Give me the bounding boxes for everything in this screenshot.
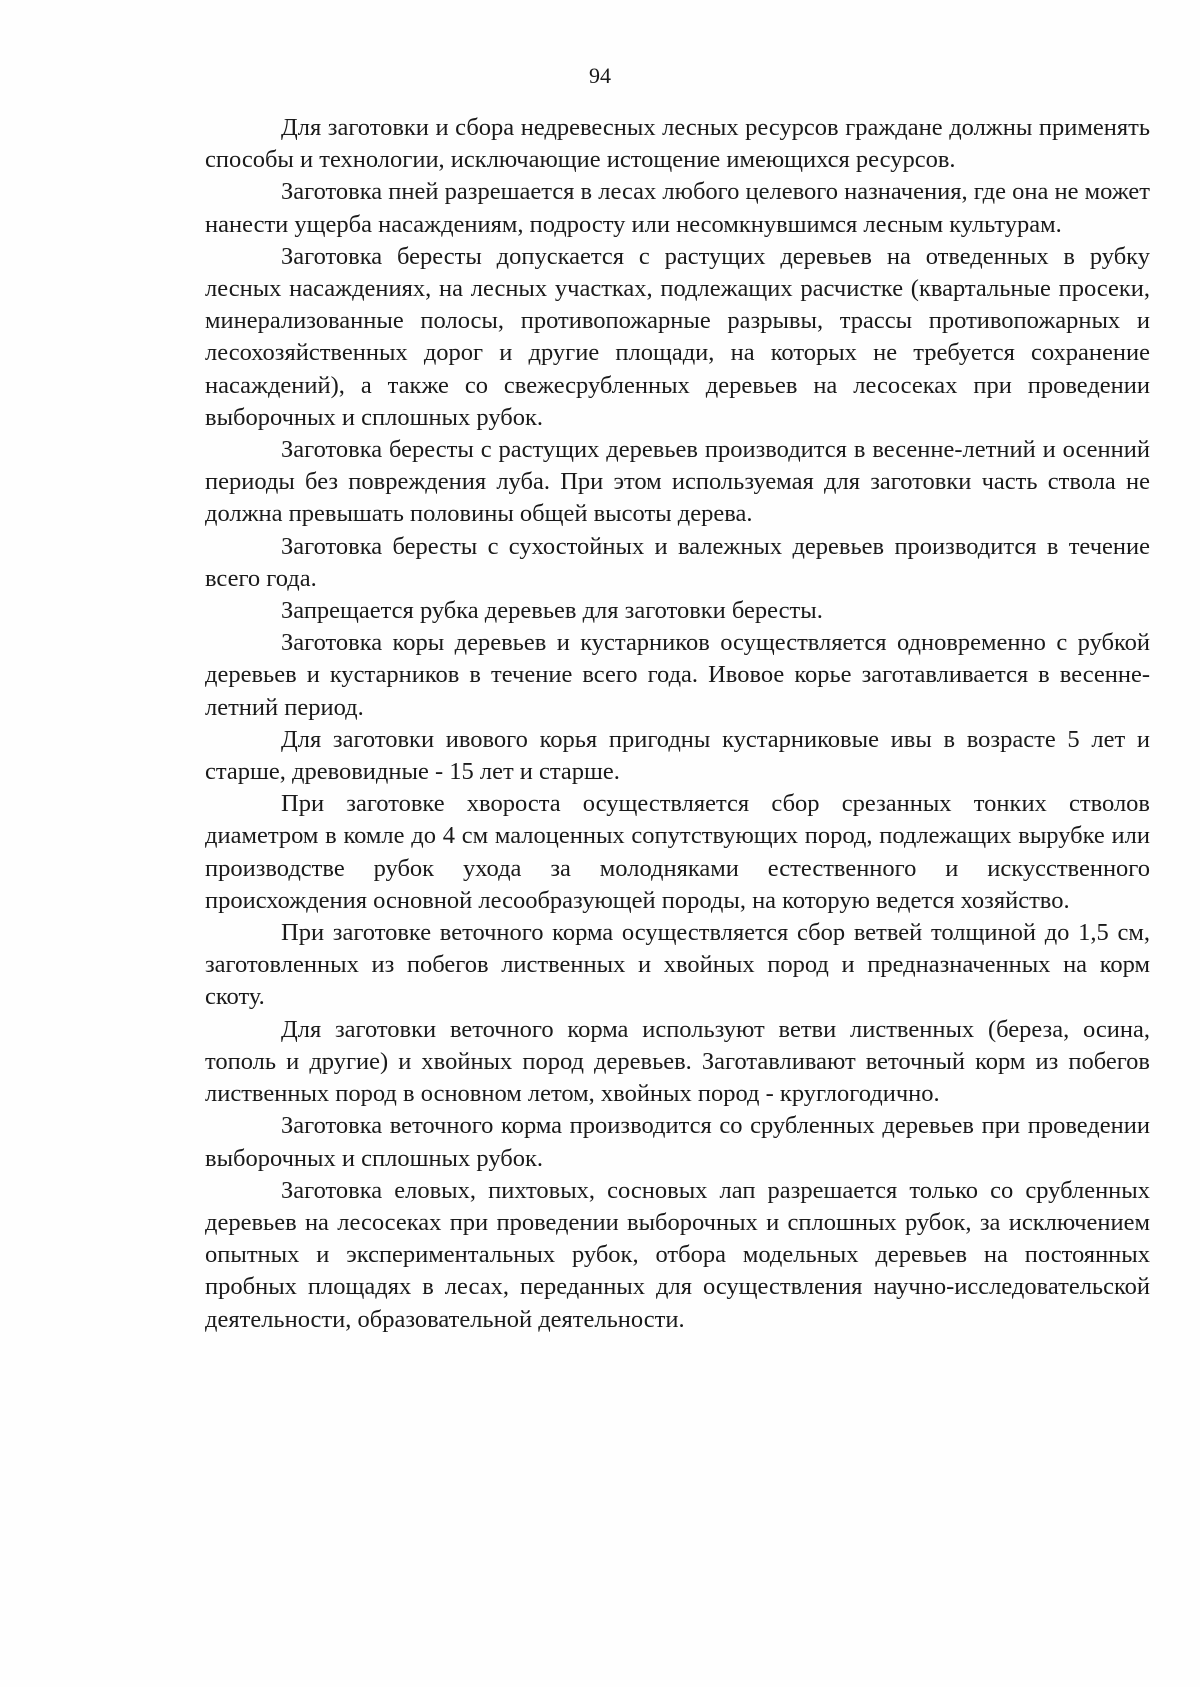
page-number: 94 [589, 63, 611, 88]
paragraph-10: При заготовке веточного корма осуществляется сбор ветвей толщиной до 1,5 см, заготовленных из побегов лиственных и хвойных пород и предназначенных на корм скоту. [205, 919, 1150, 1011]
paragraph-5: Заготовка бересты с сухостойных и валежных деревьев производится в течение всего года. [205, 532, 1150, 592]
paragraph-6: Запрещается рубка деревьев для заготовки бересты. [281, 597, 823, 625]
paragraph-4: Заготовка бересты с растущих деревьев производится в весенне-летний и осенний периоды без повреждения луба. При этом используемая для заготовки часть ствола не должна превышать половины общей высоты дерева. [205, 436, 1150, 528]
document-body [205, 112, 1150, 1336]
paragraph-8: Для заготовки ивового корья пригодны кустарниковые ивы в возрасте 5 лет и старше, древовидные - 15 лет и старше. [205, 725, 1150, 786]
paragraph-12: Заготовка веточного корма производится со срубленных деревьев при проведении выборочных и сплошных рубок. [205, 1112, 1150, 1172]
paragraph-1: Для заготовки и сбора недревесных лесных ресурсов граждане должны применять способы и технологии, исключающие истощение имеющихся ресурсов. [205, 114, 1150, 174]
paragraph-9: При заготовке хвороста осуществляется сбор срезанных тонких стволов диаметром в комле до 4 см малоценных сопутствующих пород, подлежащих вырубке или производстве рубок ухода за молодняками естественного и искусственного происхождения основной лесообразующей породы, на которую ведется хозяйство. [205, 790, 1150, 914]
paragraph-13: Заготовка еловых, пихтовых, сосновых лап разрешается только со срубленных деревьев на лесосеках при проведении выборочных и сплошных рубок, за исключением опытных и экспериментальных рубок, отбора модельных деревьев на постоянных пробных площадях в лесах, переданных для осуществления научно-исследовательской деятельности, образовательной деятельности. [205, 1176, 1150, 1333]
paragraph-2: Заготовка пней разрешается в лесах любого целевого назначения, где она не может нанести ущерба насаждениям, подросту или несомкнувшимся лесным культурам. [205, 178, 1150, 238]
paragraph-11: Для заготовки веточного корма используют ветви лиственных (береза, осина, тополь и другие) и хвойных пород деревьев. Заготавливают веточный корм из побегов лиственных пород в основном летом, хвойных пород - круглогодично. [205, 1015, 1150, 1108]
paragraph-3: Заготовка бересты допускается с растущих деревьев на отведенных в рубку лесных насаждениях, на лесных участках, подлежащих расчистке (квартальные просеки, минерализованные полосы, противопожарные разрывы, трассы противопожарных и лесохозяйственных дорог и другие площади, на которых не требуется сохранение насаждений), а также со свежесрубленных деревьев на лесосеках при проведении выборочных и сплошных рубок. [205, 242, 1150, 431]
paragraph-7: Заготовка коры деревьев и кустарников осуществляется одновременно с рубкой деревьев и кустарников в течение всего года. Ивовое корье заготавливается в весенне-летний период. [205, 629, 1150, 721]
